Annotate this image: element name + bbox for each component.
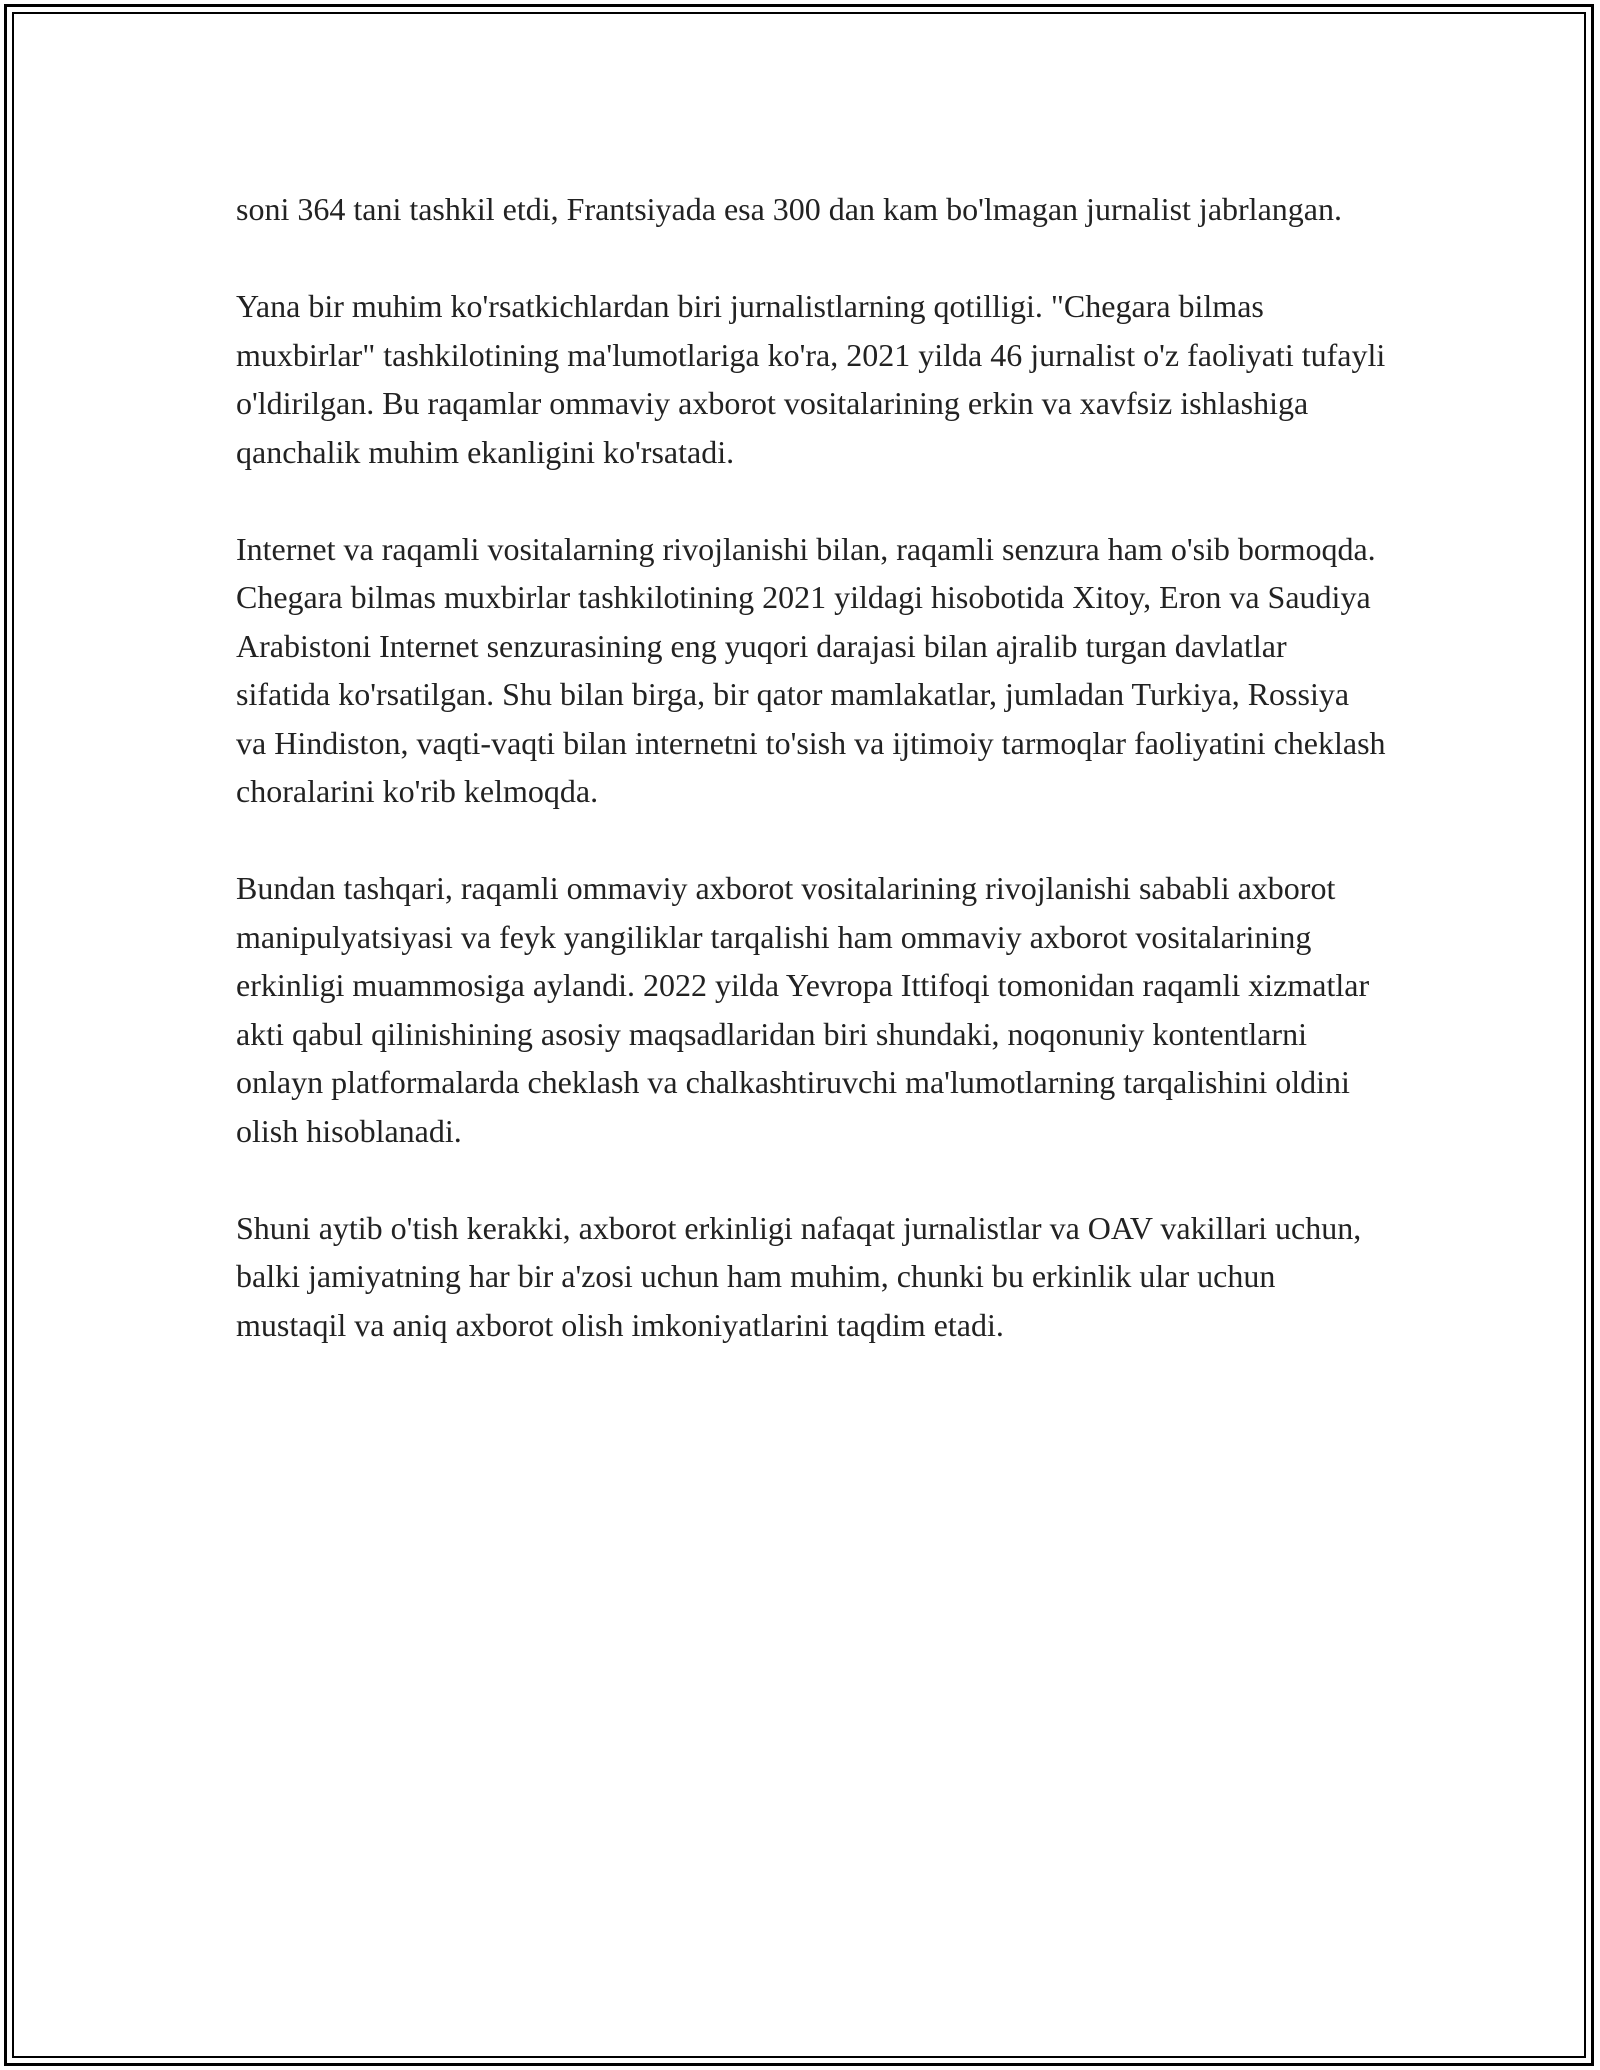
paragraph-5: Shuni aytib o'tish kerakki, axborot erkinligi nafaqat jurnalistlar va OAV vakillari uchun, balki jamiyatning har bir a'zosi uchun ham muhim, chunki bu erkinlik ular uchun mustaqil va aniq axborot olish imkoniyatlarini taqdim etadi. — [236, 1209, 1362, 1343]
document-body — [236, 185, 1386, 1398]
paragraph-4: Bundan tashqari, raqamli ommaviy axborot vositalarining rivojlanishi sababli axborot manipulyatsiyasi va feyk yangiliklar tarqalishi ham ommaviy axborot vositalarining erkinligi muammosiga aylandi. 2022 yilda Yevropa Ittifoqi tomonidan raqamli xizmatlar akti qabul qilinishining asosiy maqsadlaridan biri shundaki, noqonuniy kontentlarni onlayn platformalarda cheklash va chalkashtiruvchi ma'lumotlarning tarqalishini oldini olish hisoblanadi. — [236, 870, 1370, 1149]
paragraph-2: Yana bir muhim ko'rsatkichlardan biri jurnalistlarning qotilligi. "Chegara bilmas muxbirlar" tashkilotining ma'lumotlariga ko'ra, 2021 yilda 46 jurnalist o'z faoliyati tufayli o'ldirilgan. Bu raqamlar ommaviy axborot vositalarining erkin va xavfsiz ishlashiga qanchalik muhim ekanligini ko'rsatadi. — [236, 288, 1386, 470]
paragraph-3: Internet va raqamli vositalarning rivojlanishi bilan, raqamli senzura ham o'sib bormoqda. Chegara bilmas muxbirlar tashkilotining 2021 yildagi hisobotida Xitoy, Eron va Saudiya Arabistoni Internet senzurasining eng yuqori darajasi bilan ajralib turgan davlatlar sifatida ko'rsatilgan. Shu bilan birga, bir qator mamlakatlar, jumladan Turkiya, Rossiya va Hindiston, vaqti-vaqti bilan internetni to'sish va ijtimoiy tarmoqlar faoliyatini cheklash choralarini ko'rib kelmoqda. — [236, 530, 1386, 809]
paragraph-1: soni 364 tani tashkil etdi, Frantsiyada esa 300 dan kam bo'lmagan jurnalist jabrlangan. — [236, 191, 1342, 227]
